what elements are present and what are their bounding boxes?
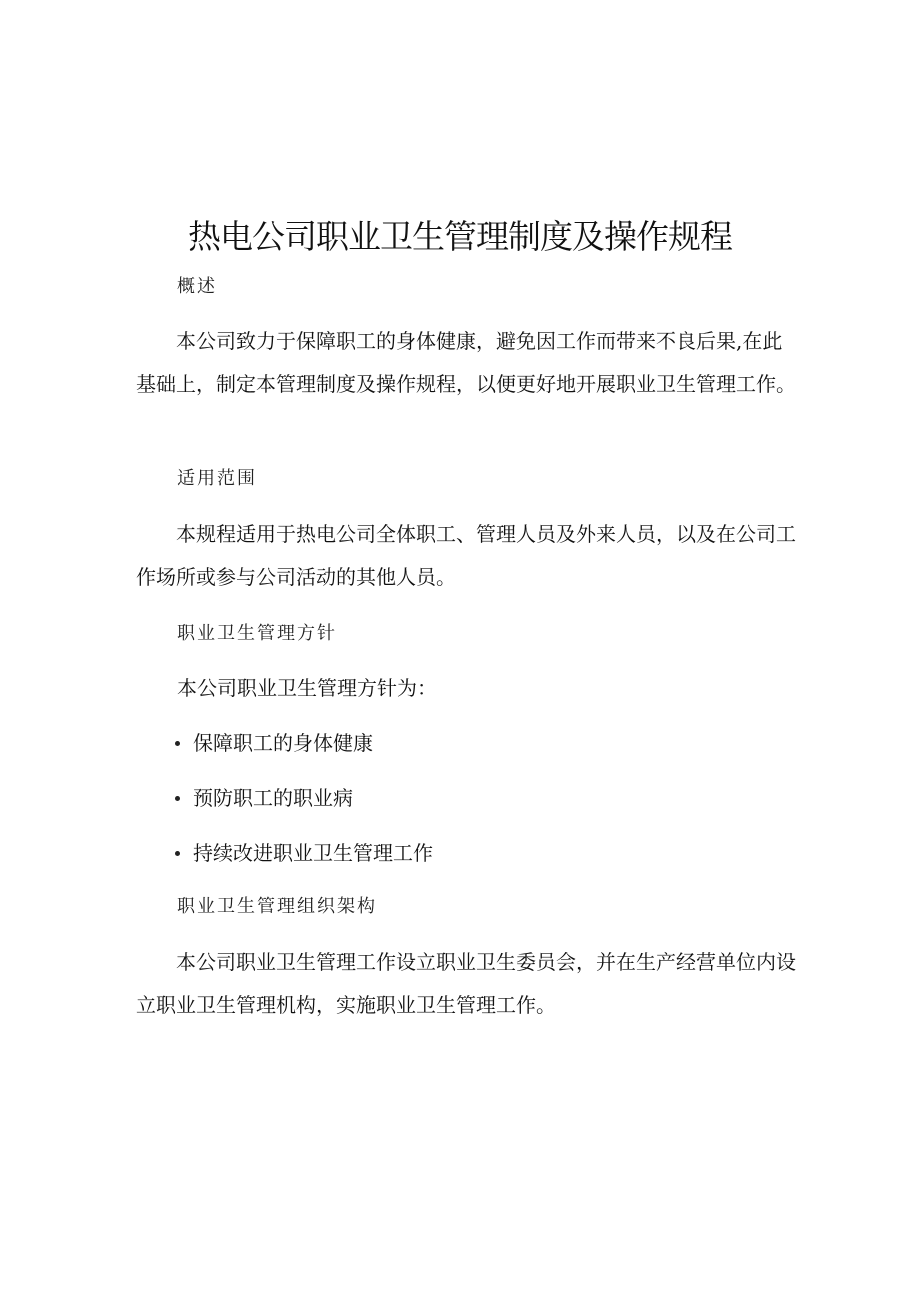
policy-bullet-text: 持续改进职业卫生管理工作 <box>193 841 433 865</box>
policy-bullet-text: 保障职工的身体健康 <box>193 731 373 755</box>
policy-bullet <box>175 839 433 867</box>
policy-bullet <box>175 784 353 812</box>
document-title: 热电公司职业卫生管理制度及操作规程 <box>188 217 732 256</box>
bullet-dot-icon <box>175 796 180 801</box>
bullet-dot-icon <box>175 851 180 856</box>
policy-bullet-text: 预防职工的职业病 <box>193 786 353 810</box>
section-text-scope: 本规程适用于热电公司全体职工、管理人员及外来人员，以及在公司工作场所或参与公司活动的其他人员。 <box>136 522 796 589</box>
section-heading-scope: 适用范围 <box>177 468 257 489</box>
section-heading-organization: 职业卫生管理组织架构 <box>177 896 377 917</box>
policy-intro: 本公司职业卫生管理方针为： <box>177 676 437 700</box>
section-text-overview: 本公司致力于保障职工的身体健康，避免因工作而带来不良后果,在此基础上，制定本管理制度及操作规程，以便更好地开展职业卫生管理工作。 <box>136 329 796 396</box>
section-heading-overview: 概述 <box>177 276 217 297</box>
section-text-organization: 本公司职业卫生管理工作设立职业卫生委员会，并在生产经营单位内设立职业卫生管理机构，实施职业卫生管理工作。 <box>136 950 796 1017</box>
bullet-dot-icon <box>175 741 180 746</box>
section-heading-policy: 职业卫生管理方针 <box>177 623 337 644</box>
policy-bullet <box>175 729 373 757</box>
